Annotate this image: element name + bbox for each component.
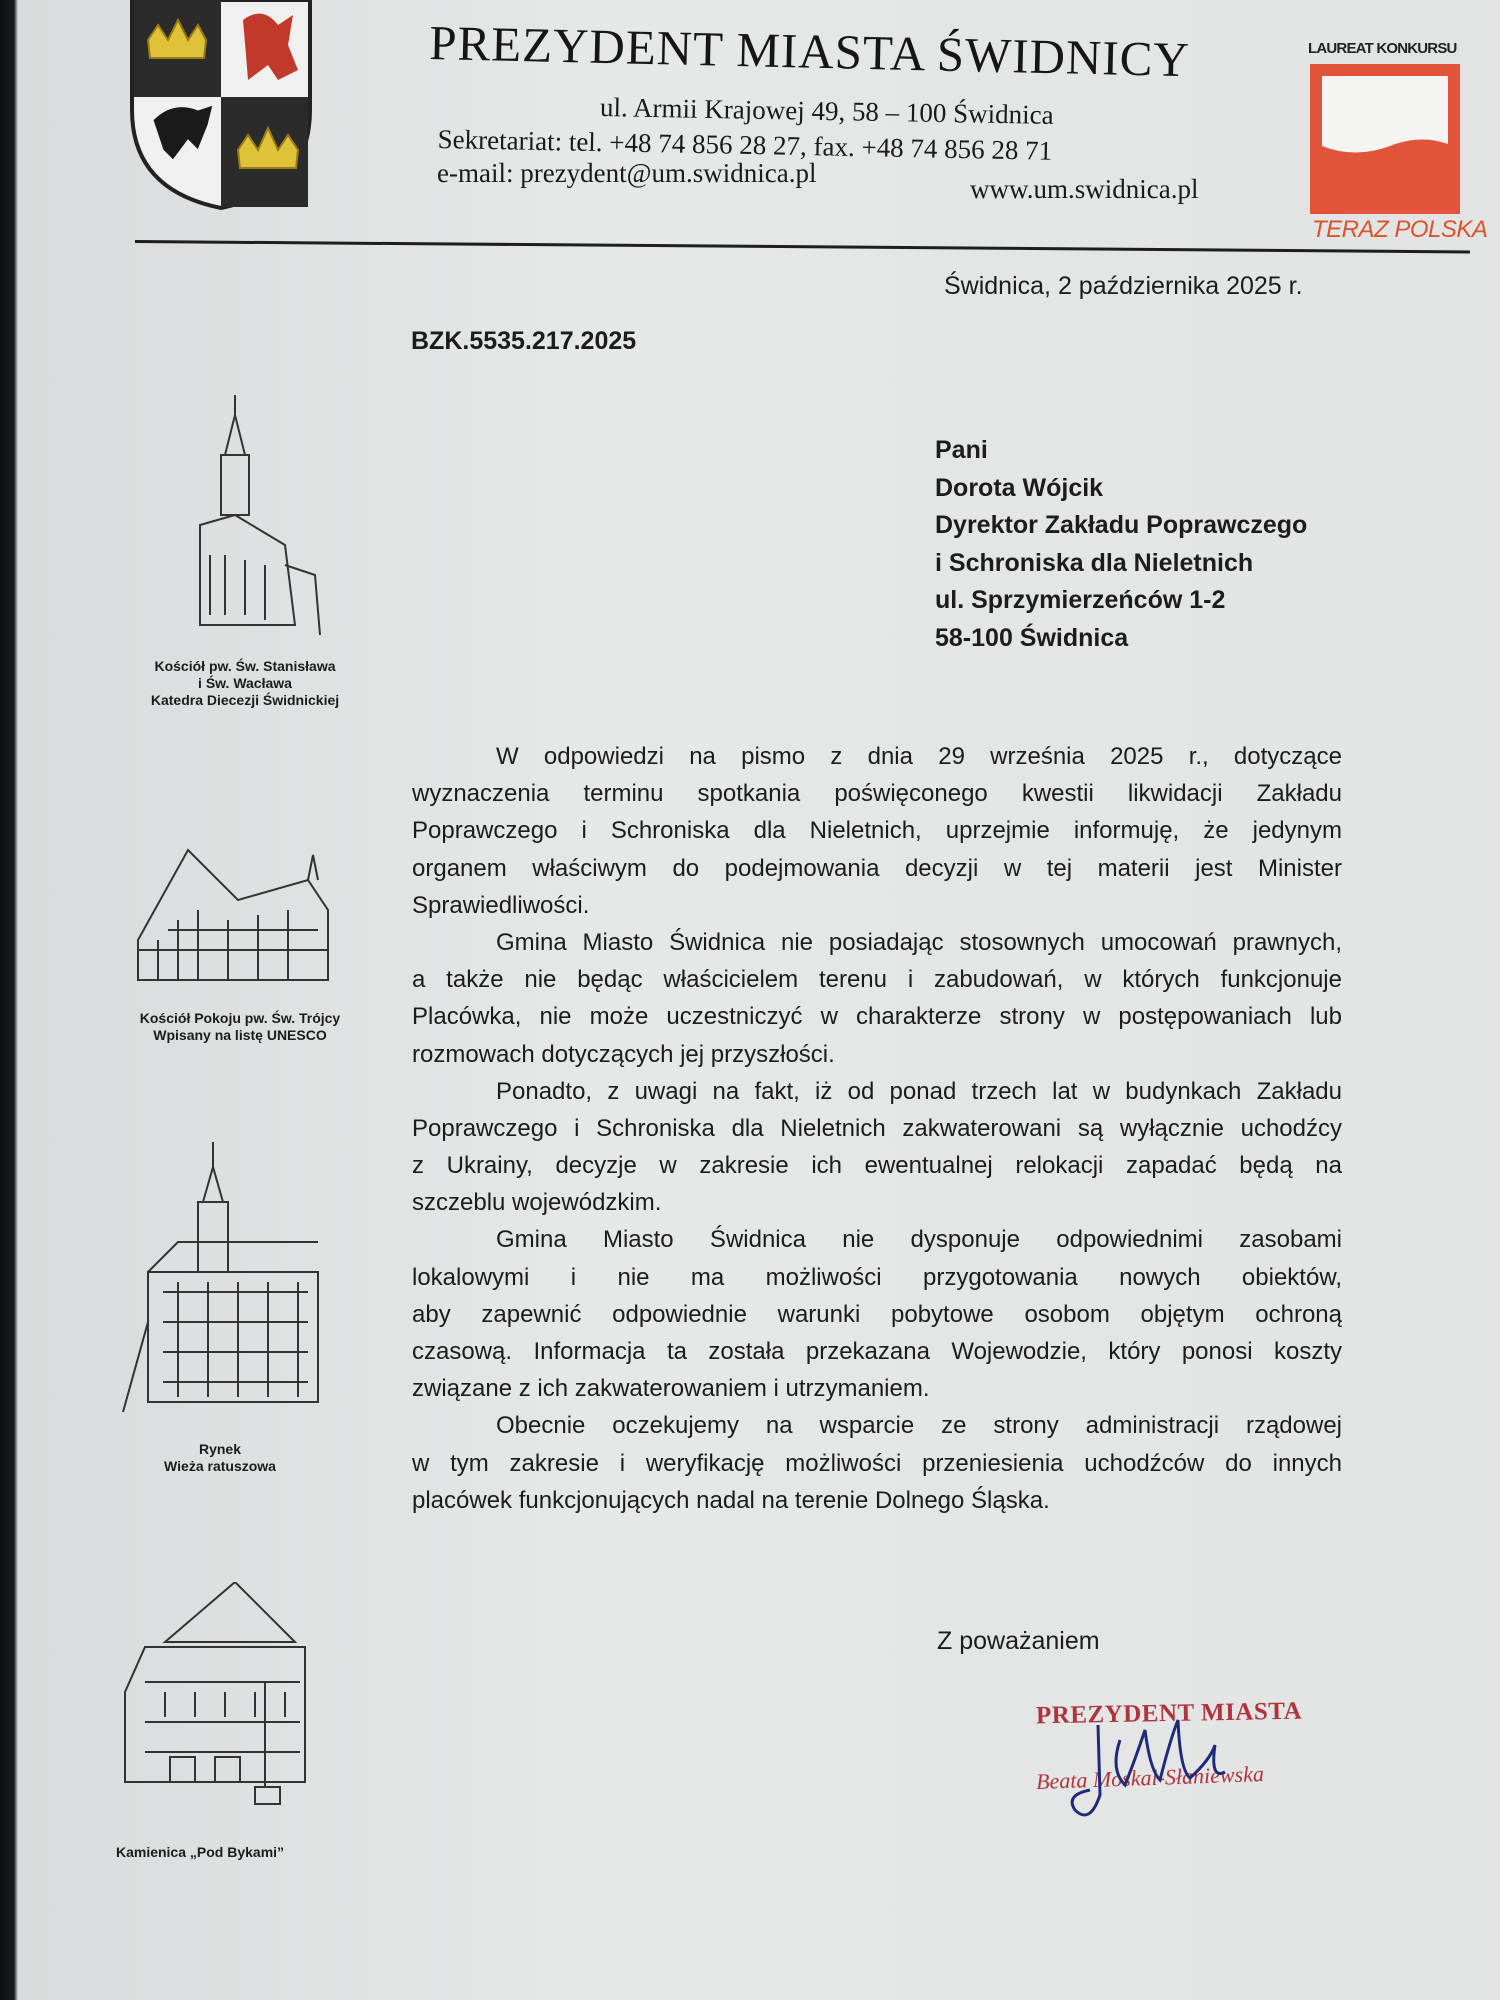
letterhead-address: ul. Armii Krajowej 49, 58 – 100 Świdnica	[599, 92, 1054, 130]
caption-cathedral	[115, 658, 375, 709]
body-line: czasową. Informacja ta została przekazana Wojewodzie, który ponosi koszty	[412, 1338, 1342, 1365]
letter-date: Świdnica, 2 października 2025 r.	[944, 272, 1303, 300]
letterhead-title: PREZYDENT MIASTA ŚWIDNICY	[428, 14, 1191, 88]
caption-church-of-peace	[110, 1010, 370, 1044]
caption-line: i Św. Wacława	[198, 675, 292, 691]
body-line: z Ukrainy, decyzje w zakresie ich ewentualnej relokacji zapadać będą na	[412, 1152, 1342, 1180]
letter-body	[412, 738, 1342, 1519]
body-line: Placówka, nie może uczestniczyć w charakterze strony w postępowaniach lub	[412, 1003, 1342, 1031]
paragraph	[412, 1407, 1342, 1519]
caption-pod-bykami	[70, 1844, 330, 1861]
badge-top-text: LAUREAT KONKURSU	[1308, 40, 1457, 57]
handwritten-signature	[1050, 1700, 1250, 1830]
paragraph	[412, 924, 1342, 1073]
recipient-block	[935, 432, 1307, 657]
coat-of-arms-logo	[128, 0, 314, 212]
caption-line: Wpisany na listę UNESCO	[153, 1027, 327, 1043]
paragraph	[412, 1221, 1342, 1407]
letterhead-phone: Sekretariat: tel. +48 74 856 28 27, fax. +48 74 856 28 71	[437, 124, 1053, 166]
caption-line: Wieża ratuszowa	[164, 1458, 276, 1474]
body-line: związane z ich zakwaterowaniem i utrzymaniem.	[412, 1375, 930, 1403]
badge-bottom-text: TERAZ POLSKA	[1312, 216, 1488, 243]
body-line: szczeblu wojewódzkim.	[412, 1189, 662, 1217]
recipient-line: 58-100 Świdnica	[935, 623, 1129, 652]
letterhead-email: e-mail: prezydent@um.swidnica.pl	[437, 158, 817, 188]
cathedral-drawing	[185, 395, 325, 645]
body-line: lokalowymi i nie ma możliwości przygotowania nowych obiektów,	[412, 1263, 1342, 1291]
caption-line: Kościół pw. Św. Stanisława	[154, 658, 336, 674]
recipient-line: Dorota Wójcik	[935, 473, 1104, 502]
header-divider	[135, 240, 1470, 253]
recipient-line: Pani	[935, 436, 988, 464]
body-line: w tym zakresie i weryfikację możliwości przeniesienia uchodźców do innych	[412, 1449, 1342, 1477]
stamp-title: PREZYDENT MIASTA	[1035, 1697, 1303, 1730]
paragraph	[412, 1073, 1342, 1222]
pod-bykami-drawing	[95, 1582, 315, 1807]
church-of-peace-drawing	[128, 830, 368, 985]
body-line: Ponadto, z uwagi na fakt, iż od ponad trzech lat w budynkach Zakładu	[496, 1077, 1342, 1105]
body-line: placówek funkcjonujących nadal na terenie Dolnego Śląska.	[412, 1486, 1050, 1514]
recipient-line: Dyrektor Zakładu Poprawczego	[935, 511, 1308, 539]
caption-line: Rynek	[198, 1441, 242, 1457]
stamp-name: Beata Moskal-Słaniewska	[1035, 1761, 1265, 1794]
body-line: wyznaczenia terminu spotkania poświęconego kwestii likwidacji Zakładu	[412, 780, 1342, 808]
caption-line: Kościół Pokoju pw. Św. Trójcy	[139, 1010, 341, 1026]
recipient-line: i Schroniska dla Nieletnich	[935, 548, 1254, 577]
body-line: organem właściwym do podejmowania decyzji w tej materii jest Minister	[412, 854, 1342, 882]
town-hall-drawing	[118, 1142, 338, 1417]
body-line: Gmina Miasto Świdnica nie posiadając stosownych umocowań prawnych,	[496, 928, 1342, 956]
recipient-line: ul. Sprzymierzeńców 1-2	[935, 586, 1226, 614]
body-line: aby zapewnić odpowiednie warunki pobytowe osobom objętym ochroną	[412, 1300, 1342, 1328]
caption-town-hall	[90, 1441, 350, 1475]
reference-number: BZK.5535.217.2025	[411, 327, 637, 355]
body-line: W odpowiedzi na pismo z dnia 29 września 2025 r., dotyczące	[496, 743, 1342, 770]
body-line: Gmina Miasto Świdnica nie dysponuje odpowiednimi zasobami	[496, 1226, 1342, 1254]
caption-line: Kamienica „Pod Bykami”	[115, 1844, 285, 1860]
body-line: a także nie będąc właścicielem terenu i zabudowań, w których funkcjonuje	[412, 966, 1342, 994]
body-line: Poprawczego i Schroniska dla Nieletnich, uprzejmie informuję, że jedynym	[412, 817, 1342, 845]
body-line: Obecnie oczekujemy na wsparcie ze strony administracji rządowej	[496, 1412, 1342, 1440]
body-line: Poprawczego i Schroniska dla Nieletnich zakwaterowani są wyłącznie uchodźcy	[412, 1114, 1342, 1142]
letterhead-website: www.um.swidnica.pl	[970, 174, 1199, 204]
paragraph	[412, 738, 1342, 924]
closing-salutation: Z poważaniem	[937, 1627, 1100, 1655]
body-line: Sprawiedliwości.	[412, 891, 590, 919]
body-line: rozmowach dotyczących jej przyszłości.	[412, 1040, 835, 1068]
teraz-polska-logo	[1310, 64, 1460, 214]
caption-line: Katedra Diecezji Świdnickiej	[150, 692, 340, 708]
